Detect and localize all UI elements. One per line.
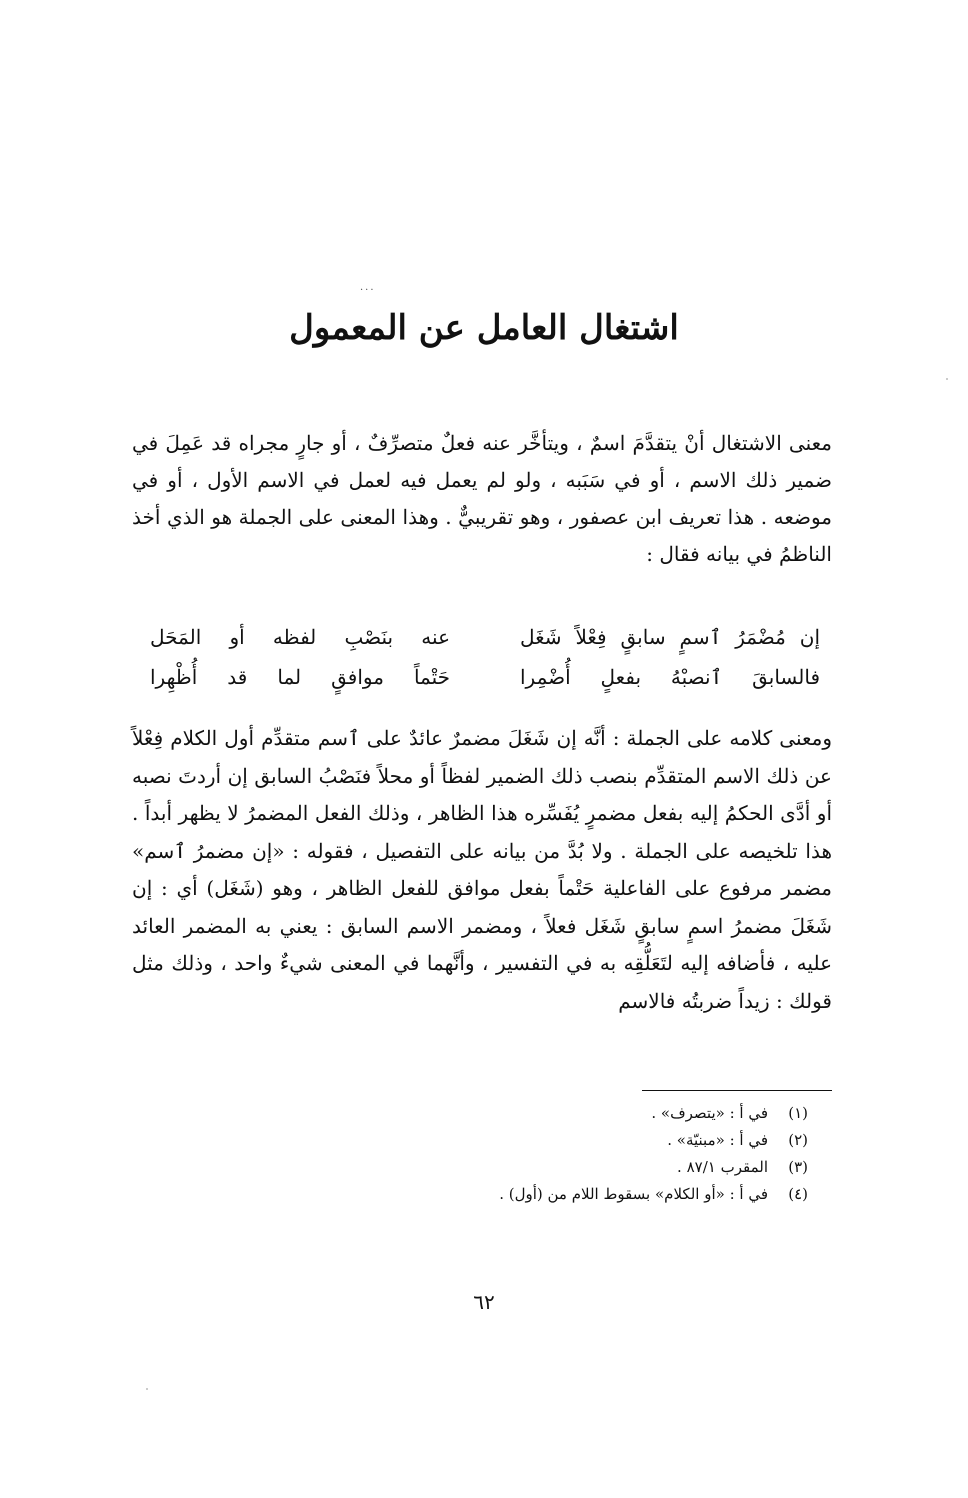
footnote-number: (١) — [788, 1104, 808, 1122]
poem-verse — [150, 617, 820, 697]
intro-paragraph — [132, 425, 832, 573]
paragraph-2: ومعنى كلامه على الجملة : أنَّه إن شَغَلَ مضمرٌ عائدٌ على ٱسم متقدِّم أول الكلام فِعْلاً عن ذلك الاسم المتقدِّم بنصب ذلك الضمير لفظاً أو محلاً فنَصْبُ السابق إن أردتَ نصبه أو أدَّى الحكمُ إليه بفعل مضمرٍ يُفَسِّره هذا الظاهر ، وذلك الفعل المضمرُ لا يظهر أبداً . هذا تلخيصه على الجملة . ولا بُدَّ من بيانه على التفصيل ، فقوله : «إن مضمرُ ٱسم» مضمر مرفوع على الفاعلية حَتْماً بفعل موافق للفعل الظاهر ، وهو (شَغَل) أي : إن شَغَلَ مضمرُ اسمٍ سابقٍ شَغَل فعلاً ، ومضمر الاسم السابق : يعني به المضمر العائد عليه ، فأضافه إليه لتَعَلُّقِه به في التفسير ، وأنَّهما في المعنى شيءٌ واحد ، وذلك مثل قولك : زيداً ضربتُه فالاسم — [132, 726, 832, 1013]
footnote-2 — [300, 1127, 808, 1154]
footnote-number: (٤) — [788, 1185, 808, 1203]
verse-line-1 — [150, 617, 820, 657]
footnote-text: المقرب ٨٧/١ . — [677, 1158, 768, 1176]
footnote-number: (٣) — [788, 1158, 808, 1176]
footnote-divider — [642, 1090, 832, 1091]
footnote-text: في أ : «يتصرف» . — [651, 1104, 768, 1122]
verse-1-first-hemistich: إن مُضْمَرُ ٱسمٍ سابقٍ فِعْلاً شَغَل — [520, 625, 820, 649]
verse-2-first-hemistich: فالسابقَ ٱنصبْهُ بفعلٍ أُضْمِرا — [520, 665, 820, 689]
footnote-text: في أ : «أو الكلام» بسقوط اللام من (أول) . — [499, 1185, 768, 1203]
footnote-text: في أ : «مبنيّة» . — [667, 1131, 768, 1149]
footnotes-list — [300, 1100, 808, 1208]
chapter-title: اشتغال العامل عن المعمول — [289, 308, 679, 348]
decorative-dots: ··· — [360, 285, 376, 296]
verse-2-second-hemistich: حَتْماً موافقٍ لما قد أُظْهِرا — [150, 665, 450, 689]
verse-line-2 — [150, 657, 820, 697]
paragraph-1: معنى الاشتغال أنْ يتقدَّمَ اسمٌ ، ويتأخَّر عنه فعلٌ متصرِّفٌ ، أو جارٍ مجراه قد عَمِلَ في ضمير ذلك الاسم ، أو في سَبَبه ، ولو لم يعمل فيه لعمل في الاسم الأول ، أو في موضعه . هذا تعريف ابن عصفور ، وهو تقريبيٌّ . وهذا المعنى على الجملة هو الذي أخذ الناظمُ في بيانه فقال : — [132, 431, 832, 566]
footnote-number: (٢) — [788, 1131, 808, 1149]
footnote-3 — [300, 1154, 808, 1181]
footnote-4 — [300, 1181, 808, 1208]
verse-1-second-hemistich: عنه بنَصْبِ لفظه أو المَحَل — [150, 625, 450, 649]
page-number: ٦٢ — [473, 1290, 495, 1314]
scan-speck — [946, 378, 948, 380]
explanation-paragraph — [132, 720, 832, 1020]
footnote-1 — [300, 1100, 808, 1127]
scan-speck — [146, 1388, 148, 1390]
